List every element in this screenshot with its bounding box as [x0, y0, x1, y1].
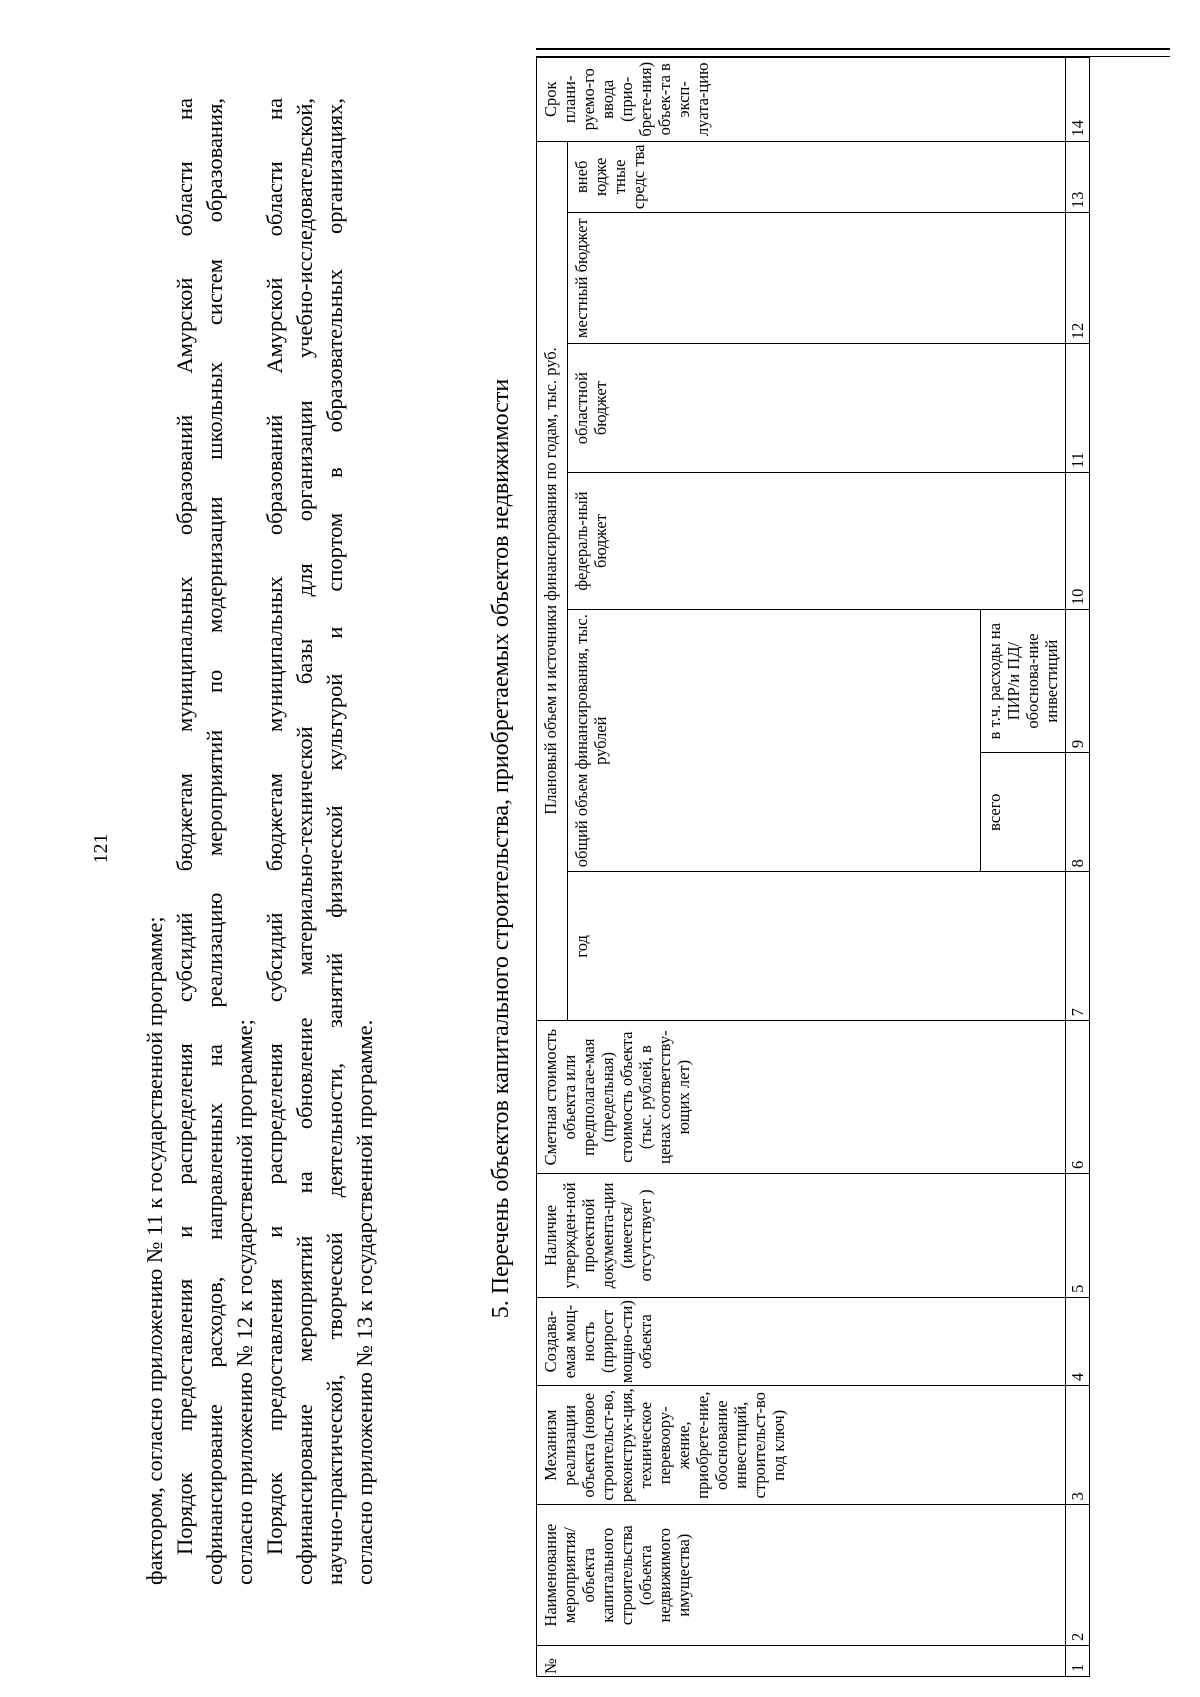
column-number: 14: [1066, 58, 1090, 142]
column-number: 11: [1066, 344, 1090, 473]
header-total-incl: в т.ч. расходы на ПИР/и ПД/ обоснова-ние инвестиций: [981, 610, 1066, 753]
header-total-group: общий объем финансирования, тыс. рублей: [568, 610, 981, 872]
paragraph-line: научно-практической, творческой деятельности, занятий физической культурой и спортом в образовательных организациях,: [322, 98, 347, 1585]
column-number: 1: [1066, 1646, 1090, 1677]
header-local: местный бюджет: [568, 213, 1066, 344]
paragraph-line: софинансирование расходов, направленных на реализацию мероприятий по модернизации школьных систем образования,: [202, 98, 227, 1585]
paragraph-line: согласно приложению № 12 к государственной программе;: [232, 1019, 257, 1585]
page-number: 121: [90, 833, 112, 864]
header-total-all: всего: [981, 753, 1066, 872]
header-cost: Сметная стоимость объекта или предполагае-мая (предельная) стоимость объекта (тыс. рублей, в ценах соответству-ющих лет): [537, 1021, 1066, 1174]
paragraph-line: софинансирование мероприятий на обновление материально-технической базы для организации учебно-исследовательской,: [292, 98, 317, 1585]
paragraph-line: фактором, согласно приложению № 11 к государственной программе;: [142, 916, 167, 1585]
header-name: Наименование мероприятия/ объекта капитального строительства (объекта недвижимого имущества): [537, 1505, 1066, 1646]
column-number: 9: [1066, 610, 1090, 753]
header-no: №: [537, 1646, 1066, 1677]
header-federal: федераль-ный бюджет: [568, 472, 1066, 609]
column-number: 6: [1066, 1021, 1090, 1174]
column-number: 8: [1066, 753, 1090, 872]
section-title: 5. Перечень объектов капитального строительства, приобретаемых объектов недвижимости: [488, 378, 514, 1319]
header-mechanism: Механизм реализации объекта (новое строительст-во, реконструк-ция, техническое перевоору-жение, приобрете-ние, обоснование инвестиций, строительст-во под ключ): [537, 1386, 1066, 1505]
column-number: 10: [1066, 472, 1090, 609]
column-number: 12: [1066, 213, 1090, 344]
capital-objects-table: [536, 57, 1090, 1677]
column-number: 3: [1066, 1386, 1090, 1505]
header-plan-group: Плановый объем и источники финансирования по годам, тыс. руб.: [537, 141, 568, 1021]
column-number: 7: [1066, 872, 1090, 1021]
column-number: 4: [1066, 1297, 1090, 1385]
table-right-border: [536, 48, 1170, 57]
paragraph-line: Порядок предоставления и распределения субсидий бюджетам муниципальных образований Амурской области на: [172, 98, 197, 1555]
column-number: 5: [1066, 1173, 1090, 1297]
column-numbers-row: [1066, 58, 1090, 1677]
column-number: 13: [1066, 141, 1090, 213]
header-extra: внеб юдже тные средс тва: [568, 141, 1066, 213]
column-number: 2: [1066, 1505, 1090, 1646]
header-docs: Наличие утвержден-ной проектной документа-ции (имеется/ отсутствует ): [537, 1173, 1066, 1297]
header-capacity: Создава-емая мощ-ность (прирост мощно-сти) объекта: [537, 1297, 1066, 1385]
body-paragraph: [140, 98, 380, 1585]
paragraph-line: согласно приложению № 13 к государственной программе.: [352, 1019, 377, 1585]
header-year: год: [568, 872, 1066, 1021]
header-term: Срок плани-руемо-го ввода (прио-брете-ния) объек-та в эксп-луата-цию: [537, 58, 1066, 142]
paragraph-line: Порядок предоставления и распределения субсидий бюджетам муниципальных образований Амурской области на: [262, 98, 287, 1555]
header-regional: областной бюджет: [568, 344, 1066, 473]
